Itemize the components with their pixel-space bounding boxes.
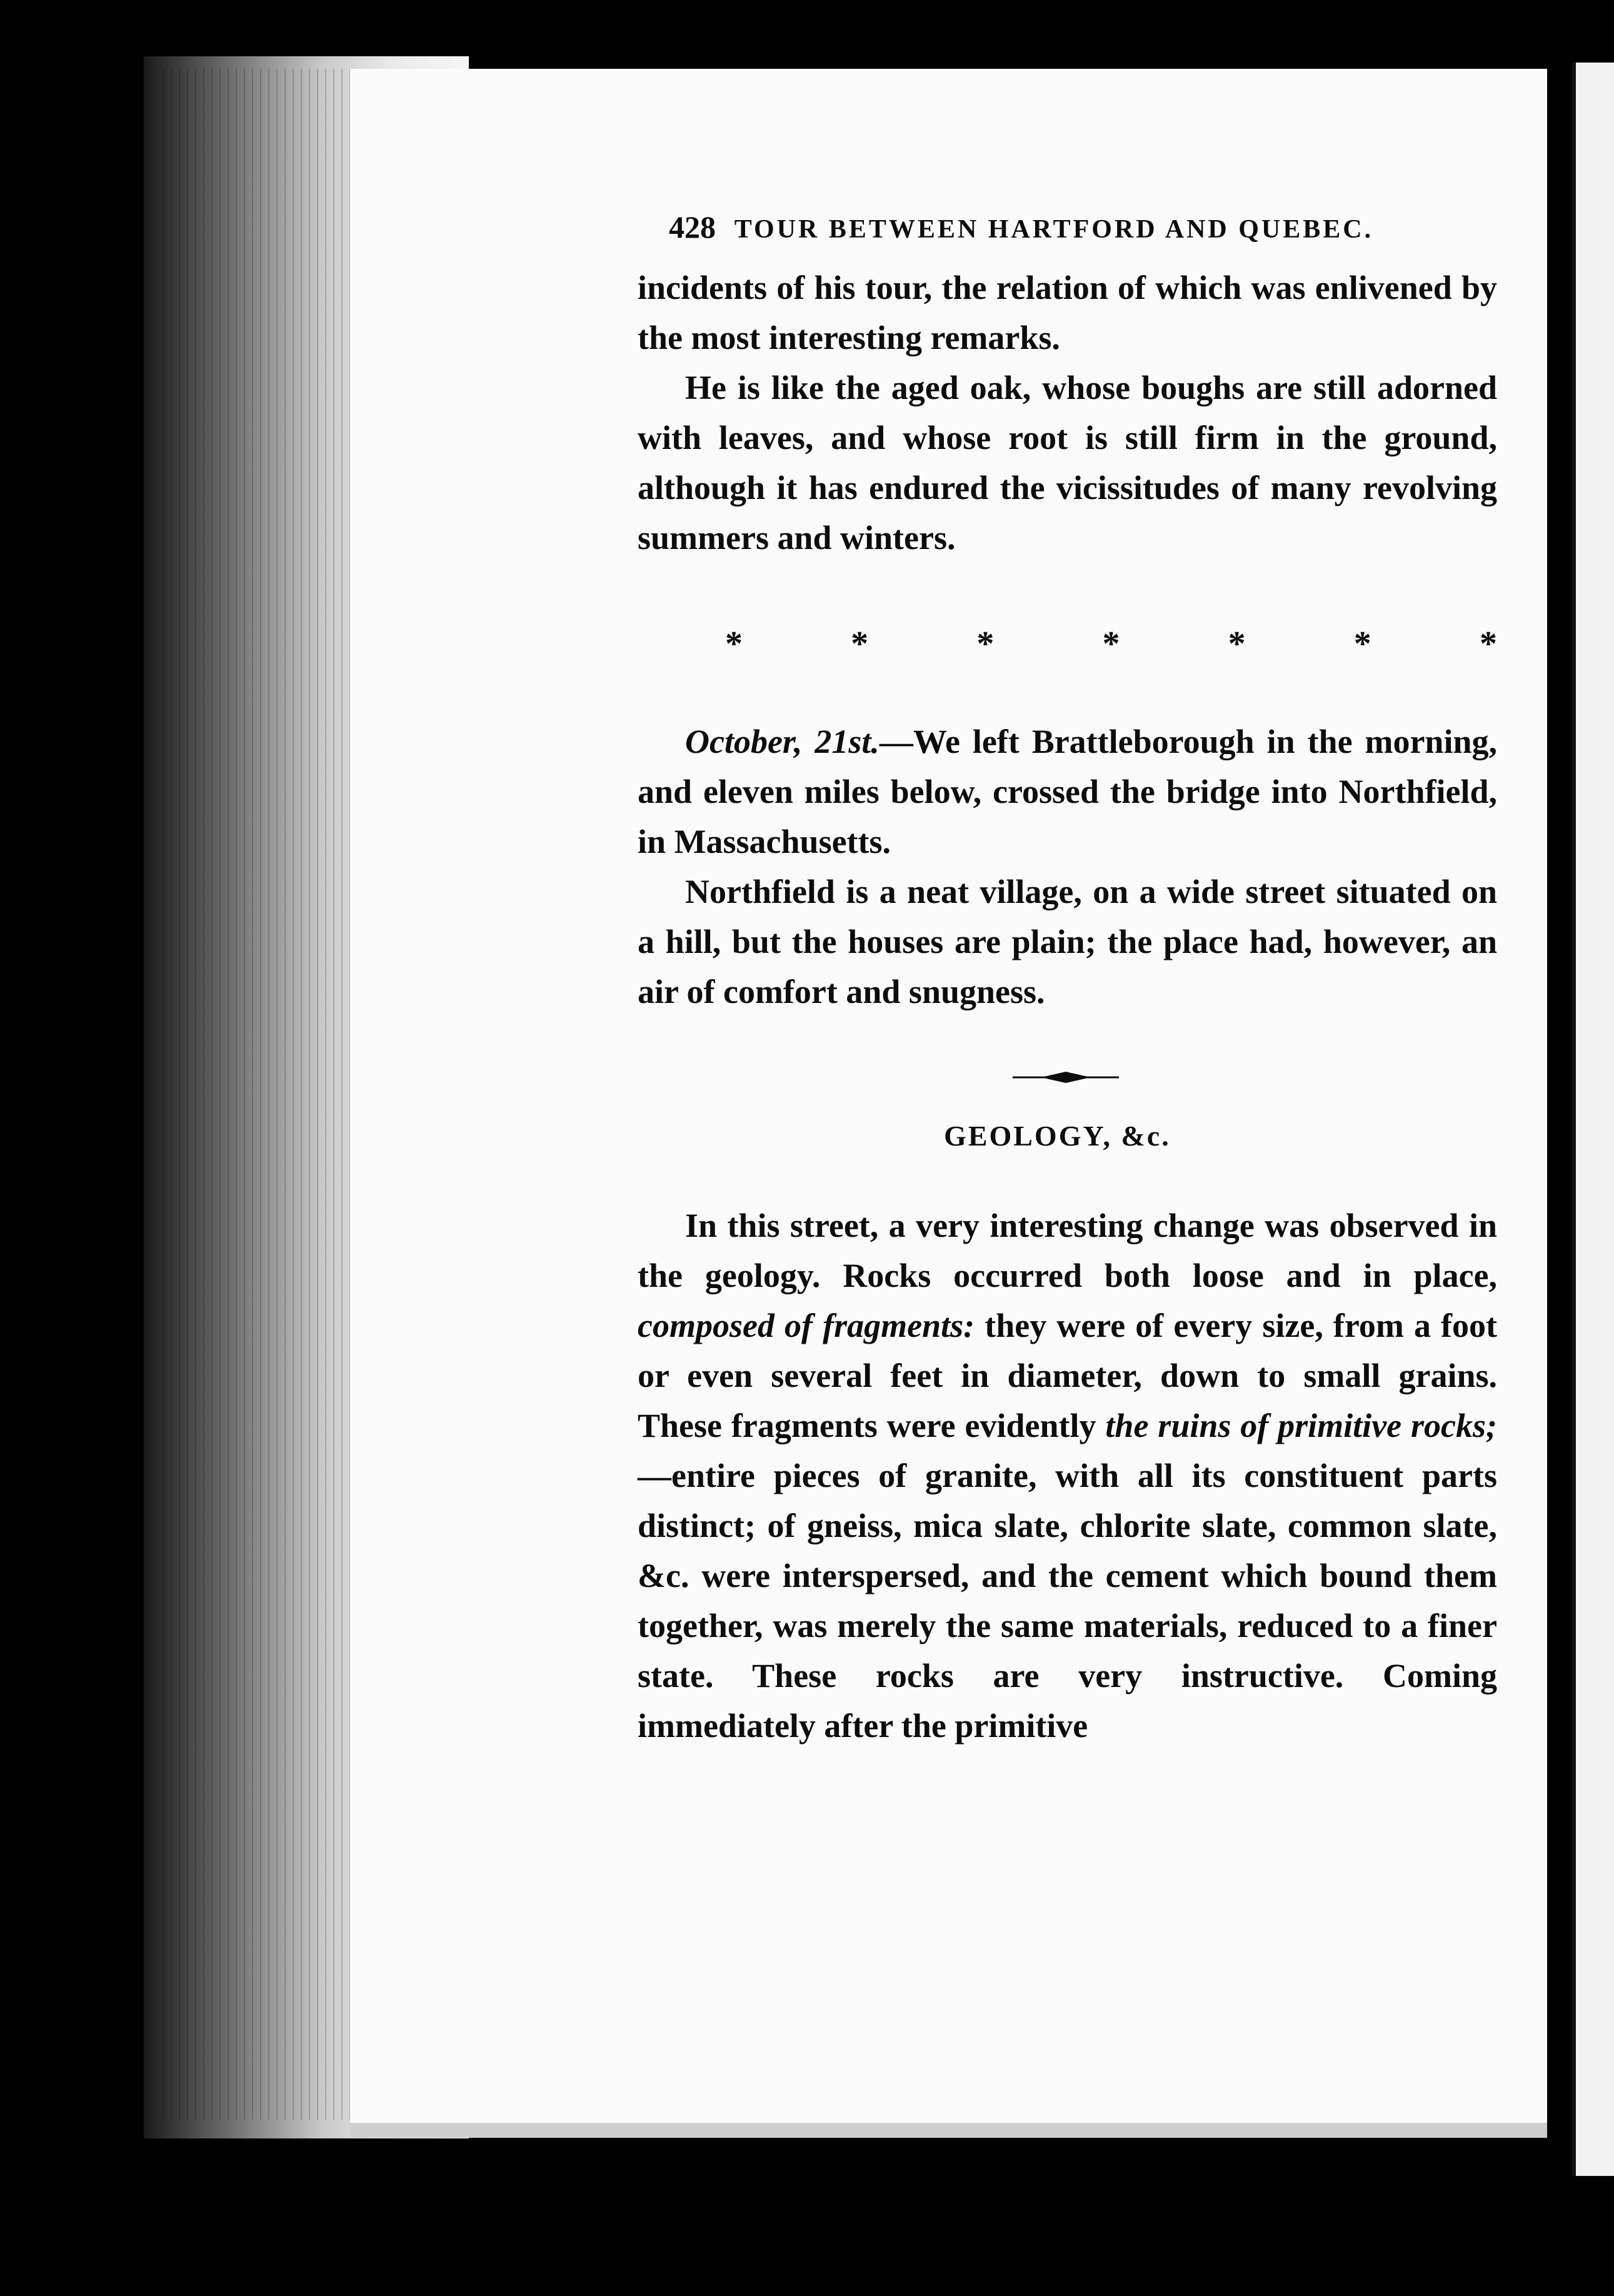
star: *	[851, 625, 869, 663]
running-title: TOUR BETWEEN HARTFORD AND QUEBEC.	[734, 215, 1374, 244]
running-header	[669, 211, 1497, 243]
star: *	[1102, 625, 1120, 663]
ornament-rule-icon	[1013, 1068, 1119, 1087]
entry-text: —We left Brattleborough in the morning, and eleven miles below, crossed the bridge into Northfield, in Massachusetts.	[638, 723, 1497, 860]
geology-italic-1: composed of fragments:	[638, 1307, 975, 1344]
geology-italic-2: the ruins of primitive rocks;	[1105, 1407, 1497, 1444]
section-break-stars	[638, 625, 1497, 663]
paragraph-october-entry	[638, 717, 1497, 867]
paragraph-aged-oak: He is like the aged oak, whose boughs are still adorned with leaves, and whose root is still firm in the ground, although it has endured the vicissitudes of many revolving summers and winters.	[638, 369, 1497, 556]
adjacent-page-edge	[1572, 63, 1614, 2176]
star: *	[1353, 625, 1371, 663]
star: *	[1479, 625, 1497, 663]
geology-text-3: —entire pieces of granite, with all its constituent parts distinct; of gneiss, mica slate, chlorite slate, common slate, &c. were interspersed, and the cement which bound them together, was merely the same materials, reduced to a finer state. These rocks are very instructive. Coming immediately after the primitive	[638, 1457, 1497, 1745]
page-bottom-edge	[350, 2123, 1547, 2138]
star: *	[725, 625, 743, 663]
page-number: 428	[669, 209, 716, 244]
section-heading: GEOLOGY, &c.	[944, 1120, 1171, 1152]
entry-date: October, 21st.	[685, 723, 880, 760]
geology-text-1: In this street, a very interesting change was observed in the geology. Rocks occurred both loose and in place,	[638, 1207, 1497, 1294]
paragraph-geology	[638, 1201, 1497, 1751]
geology-text-2: they were of every size, from a foot or even several feet in diameter, down to small grains. These fragments were evidently	[638, 1307, 1498, 1444]
ornament-divider-icon	[638, 1068, 1497, 1087]
star: *	[1228, 625, 1246, 663]
paragraph-continued: incidents of his tour, the relation of which was enlivened by the most interesting remarks.	[638, 269, 1497, 356]
paragraph-northfield: Northfield is a neat village, on a wide street situated on a hill, but the houses are plain; the place had, however, an air of comfort and snugness.	[638, 873, 1497, 1010]
star: *	[976, 625, 995, 663]
page-text	[638, 200, 1497, 1751]
